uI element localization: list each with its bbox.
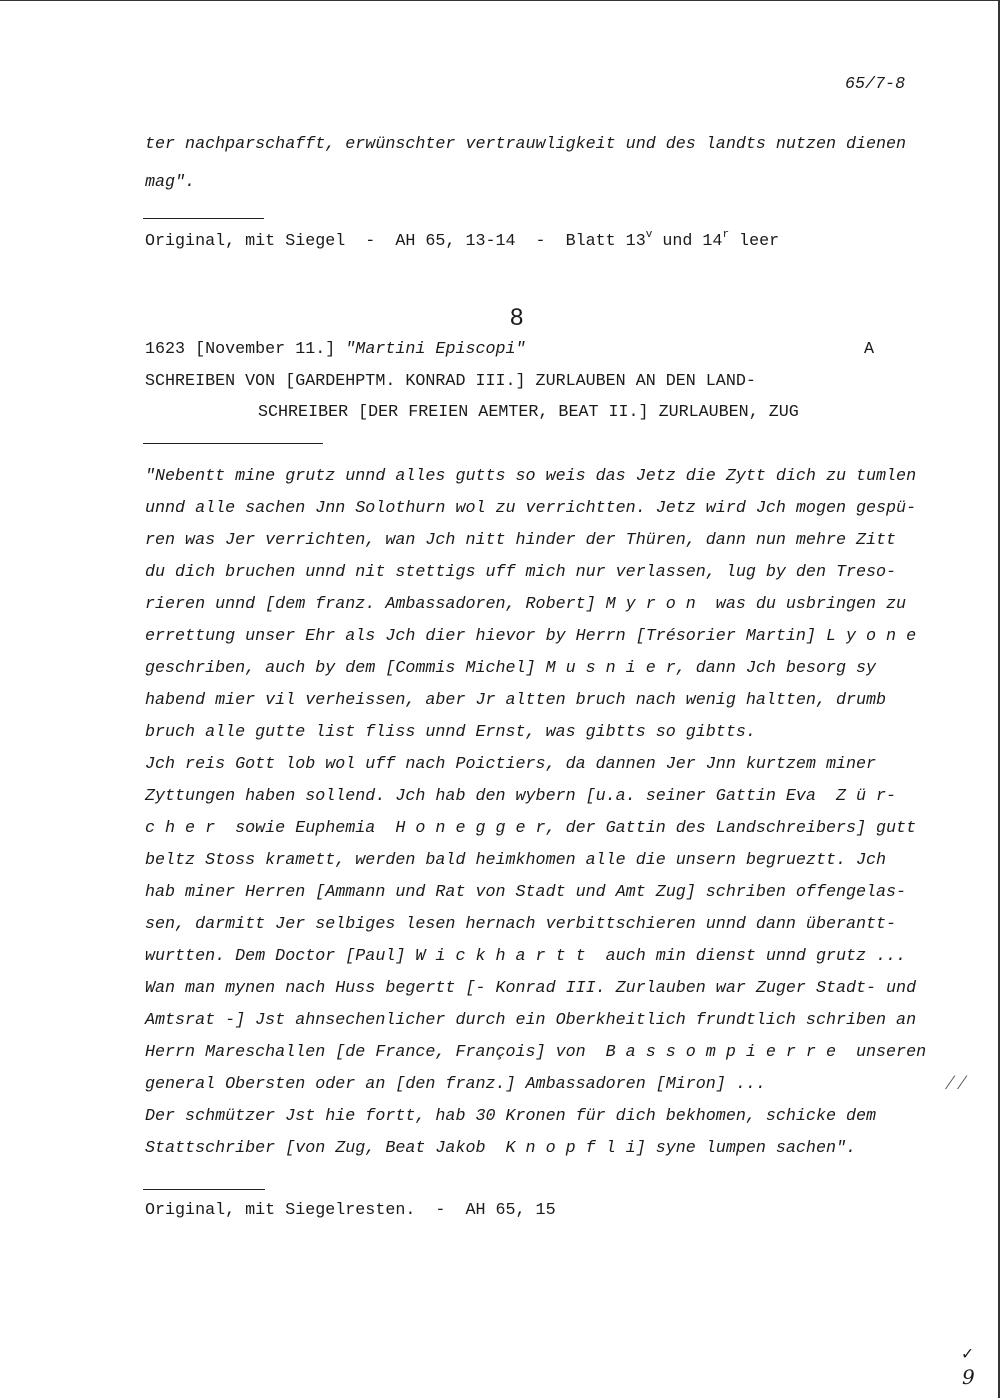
date: 1623 [November 11.] (145, 340, 346, 359)
footnote-rule (143, 218, 264, 219)
letter-line: bruch alle gutte list fliss unnd Ernst, was gibtts so gibtts. (145, 723, 756, 742)
letter-line: du dich bruchen unnd nit stettigs uff mich nur verlassen, lug by den Treso- (145, 563, 897, 582)
letter-line: habend mier vil verheissen, aber Jr altten bruch nach wenig haltten, drumb (145, 691, 887, 710)
letter-line: Wan man mynen nach Huss begertt [- Konrad III. Zurlauben war Zuger Stadt- und (145, 979, 917, 998)
handwritten-mark: 9 (962, 1365, 975, 1389)
source-text: Original, mit Siegel - AH 65, 13-14 - Blatt 13 (145, 232, 646, 251)
letter-line: Herrn Mareschallen [de France, François] von B a s s o m p i e r r e unseren (145, 1043, 927, 1062)
letter-line: rieren unnd [dem franz. Ambassadoren, Robert] M y r o n was du usbringen zu (145, 595, 907, 614)
title-line: SCHREIBEN VON [GARDEHPTM. KONRAD III.] ZURLAUBEN AN DEN LAND- (145, 372, 756, 391)
title-line: SCHREIBER [DER FREIEN AEMTER, BEAT II.] ZURLAUBEN, ZUG (258, 403, 799, 422)
letter-line: hab miner Herren [Ammann und Rat von Stadt und Amt Zug] schriben offengelas- (145, 883, 907, 902)
language-marker: A (864, 340, 875, 359)
letter-line: unnd alle sachen Jnn Solothurn wol zu verrichtten. Jetz wird Jch mogen gespü- (145, 499, 917, 518)
letter-line: Jch reis Gott lob wol uff nach Poictiers, da dannen Jer Jnn kurtzem miner (145, 755, 877, 774)
source-text: und 14 (652, 232, 723, 251)
letter-line: Amtsrat -] Jst ahnsechenlicher durch ein Oberkheitlich frundtlich schriben an (145, 1011, 917, 1030)
letter-line: errettung unser Ehr als Jch dier hievor by Herrn [Trésorier Martin] L y o n e (145, 627, 917, 646)
continuation-line: mag". (145, 173, 196, 192)
letter-line: ren was Jer verrichten, wan Jch nitt hinder der Thüren, dann nun mehre Zitt (145, 531, 897, 550)
continuation-line: ter nachparschafft, erwünschter vertrauwligkeit und des landts nutzen dienen (145, 135, 907, 154)
recto-sup: r (722, 229, 730, 241)
letter-line: general Obersten oder an [den franz.] Ambassadoren [Miron] ... (145, 1075, 766, 1094)
letter-line: Zyttungen haben sollend. Jch hab den wybern [u.a. seiner Gattin Eva Z ü r- (145, 787, 897, 806)
source-note: Original, mit Siegelresten. - AH 65, 15 (145, 1201, 556, 1220)
margin-mark: ⁄⁄ (944, 1073, 969, 1096)
page-number: 65/7-8 (845, 75, 906, 94)
letter-line: wurtten. Dem Doctor [Paul] W i c k h a r t t auch min dienst unnd grutz ... (145, 947, 907, 966)
footnote-rule (143, 1189, 265, 1190)
source-text: leer (729, 232, 780, 251)
document-number: 8 (510, 304, 524, 331)
letter-line: beltz Stoss kramett, werden bald heimkhomen alle die unsern begrueztt. Jch (145, 851, 887, 870)
previous-source-note (145, 229, 780, 252)
date-line (145, 340, 526, 360)
feast-day: "Martini Episcopi" (345, 340, 526, 359)
letter-line: Stattschriber [von Zug, Beat Jakob K n o p f l i] syne lumpen sachen". (145, 1139, 857, 1158)
letter-line: c h e r sowie Euphemia H o n e g g e r, der Gattin des Landschreibers] gutt (145, 819, 917, 838)
letter-line: geschriben, auch by dem [Commis Michel] M u s n i e r, dann Jch besorg sy (145, 659, 877, 678)
header-rule (143, 443, 323, 444)
letter-line: sen, darmitt Jer selbiges lesen hernach verbittschieren unnd dann überantt- (145, 915, 897, 934)
check-mark: ✓ (962, 1345, 973, 1365)
verso-sup: v (645, 229, 653, 241)
letter-line: Der schmützer Jst hie fortt, hab 30 Kronen für dich bekhomen, schicke dem (145, 1107, 877, 1126)
letter-line: "Nebentt mine grutz unnd alles gutts so weis das Jetz die Zytt dich zu tumlen (145, 467, 917, 486)
scan-edge (0, 0, 1000, 1)
